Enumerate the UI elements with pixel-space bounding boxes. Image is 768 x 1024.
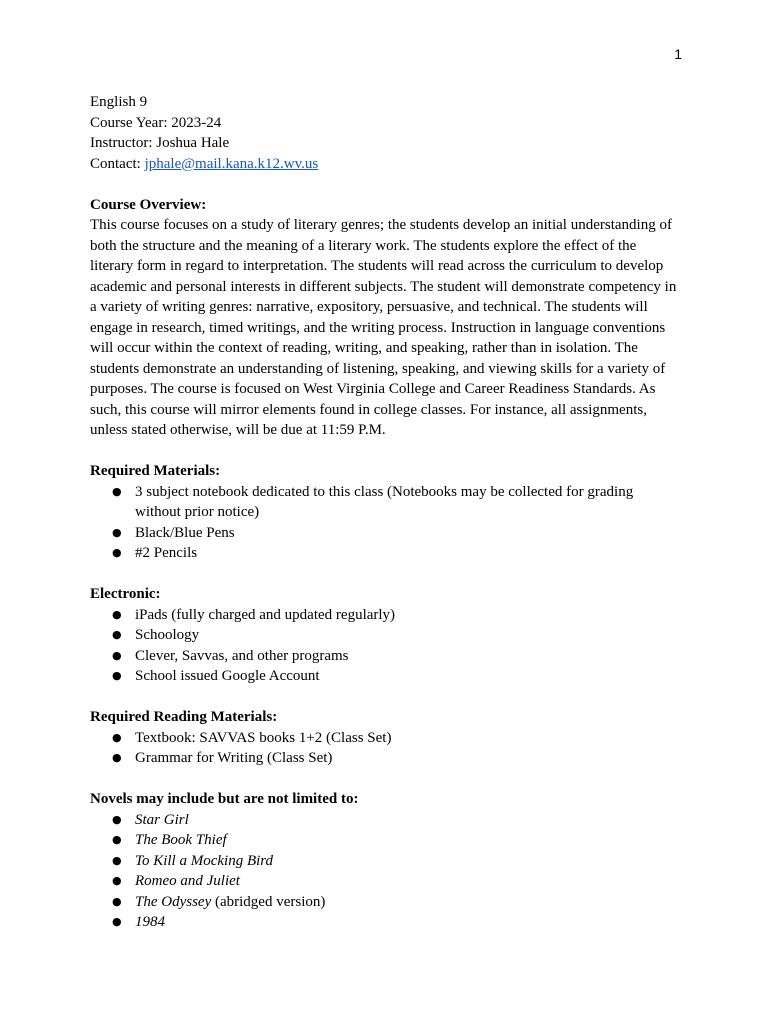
bullet-icon: ● bbox=[112, 751, 122, 764]
contact-email-link[interactable]: jphale@mail.kana.k12.wv.us bbox=[144, 155, 319, 172]
required-materials-list bbox=[90, 482, 680, 564]
list-item bbox=[90, 871, 680, 892]
list-item bbox=[90, 482, 680, 523]
spacer bbox=[90, 687, 680, 708]
novels-list bbox=[90, 810, 680, 933]
novel-title: Star Girl bbox=[135, 811, 189, 828]
spacer bbox=[90, 564, 680, 585]
list-item-text: Clever, Savvas, and other programs bbox=[135, 647, 349, 664]
novels-section bbox=[90, 789, 680, 933]
list-item bbox=[90, 605, 680, 626]
course-name: English 9 bbox=[90, 94, 148, 110]
bullet-icon: ● bbox=[112, 853, 122, 867]
page-number: 1 bbox=[674, 46, 682, 62]
novel-note: (abridged version) bbox=[211, 893, 326, 910]
bullet-icon: ● bbox=[112, 874, 122, 887]
bullet-icon: ● bbox=[112, 628, 122, 641]
electronic-section bbox=[90, 584, 680, 687]
novel-title: The Book Thief bbox=[135, 832, 227, 848]
bullet-icon: ● bbox=[112, 546, 122, 559]
reading-materials-heading: Required Reading Materials: bbox=[90, 709, 278, 725]
list-item bbox=[90, 810, 680, 831]
bullet-icon: ● bbox=[112, 484, 122, 498]
novel-title: 1984 bbox=[135, 914, 165, 930]
bullet-icon: ● bbox=[112, 669, 122, 682]
syllabus-document bbox=[90, 92, 680, 933]
spacer bbox=[90, 769, 680, 790]
bullet-icon: ● bbox=[112, 648, 122, 662]
novel-title: The Odyssey bbox=[135, 893, 212, 910]
course-header bbox=[90, 92, 680, 174]
list-item-text: Grammar for Writing (Class Set) bbox=[135, 750, 333, 766]
reading-materials-list bbox=[90, 728, 680, 769]
electronic-list bbox=[90, 605, 680, 687]
bullet-icon: ● bbox=[112, 812, 122, 826]
novel-title: Romeo and Juliet bbox=[135, 873, 240, 889]
spacer bbox=[90, 441, 680, 462]
list-item bbox=[90, 728, 680, 749]
contact-label: Contact: bbox=[90, 155, 145, 172]
list-item-text: Schoology bbox=[135, 627, 200, 643]
required-materials-section bbox=[90, 461, 680, 564]
bullet-icon: ● bbox=[112, 915, 122, 928]
list-item-text: School issued Google Account bbox=[135, 668, 320, 684]
list-item bbox=[90, 748, 680, 769]
bullet-icon: ● bbox=[112, 730, 122, 744]
list-item bbox=[90, 625, 680, 646]
list-item-text: Textbook: SAVVAS books 1+2 (Class Set) bbox=[135, 729, 392, 746]
list-item bbox=[90, 892, 680, 913]
instructor-name: Instructor: Joshua Hale bbox=[90, 135, 230, 151]
required-materials-heading: Required Materials: bbox=[90, 463, 221, 479]
course-overview-heading: Course Overview: bbox=[90, 196, 207, 213]
list-item-text: iPads (fully charged and updated regularly) bbox=[135, 606, 396, 623]
reading-materials-section bbox=[90, 707, 680, 769]
course-overview-body: This course focuses on a study of literary genres; the students develop an initial understanding of both the structure and the meaning of a literary work. The students explore the effect of the literary form in regard to interpretation. The students will read across the curriculum to develop academic and personal interests in different subjects. The student will demonstrate competency in a variety of writing genres: narrative, expository, persuasive, and technical. The students will engage in research, timed writings, and the writing process. Instruction in language conventions will occur within the context of reading, writing, and speaking, rather than in isolation. The students demonstrate an understanding of listening, speaking, and viewing skills for a variety of purposes. The course is focused on West Virginia College and Career Readiness Standards. As such, this course will mirror elements found in college classes. For instance, all assignments, unless stated otherwise, will be due at 11:59 P.M. bbox=[90, 217, 677, 438]
novel-title: To Kill a Mocking Bird bbox=[135, 852, 274, 869]
spacer bbox=[90, 174, 680, 195]
list-item bbox=[90, 543, 680, 564]
list-item bbox=[90, 523, 680, 544]
list-item bbox=[90, 666, 680, 687]
course-year: Course Year: 2023-24 bbox=[90, 114, 222, 131]
bullet-icon: ● bbox=[112, 894, 122, 908]
list-item bbox=[90, 912, 680, 933]
list-item bbox=[90, 646, 680, 667]
course-overview-section bbox=[90, 195, 680, 441]
list-item-text: Black/Blue Pens bbox=[135, 524, 235, 541]
list-item-text: #2 Pencils bbox=[135, 545, 198, 561]
electronic-heading: Electronic: bbox=[90, 586, 161, 602]
bullet-icon: ● bbox=[112, 833, 122, 846]
bullet-icon: ● bbox=[112, 525, 122, 539]
list-item bbox=[90, 851, 680, 872]
contact-line bbox=[90, 154, 680, 175]
bullet-icon: ● bbox=[112, 607, 122, 621]
list-item bbox=[90, 830, 680, 851]
novels-heading: Novels may include but are not limited to: bbox=[90, 791, 359, 807]
list-item-text: 3 subject notebook dedicated to this class (Notebooks may be collected for grading without prior notice) bbox=[135, 483, 634, 520]
